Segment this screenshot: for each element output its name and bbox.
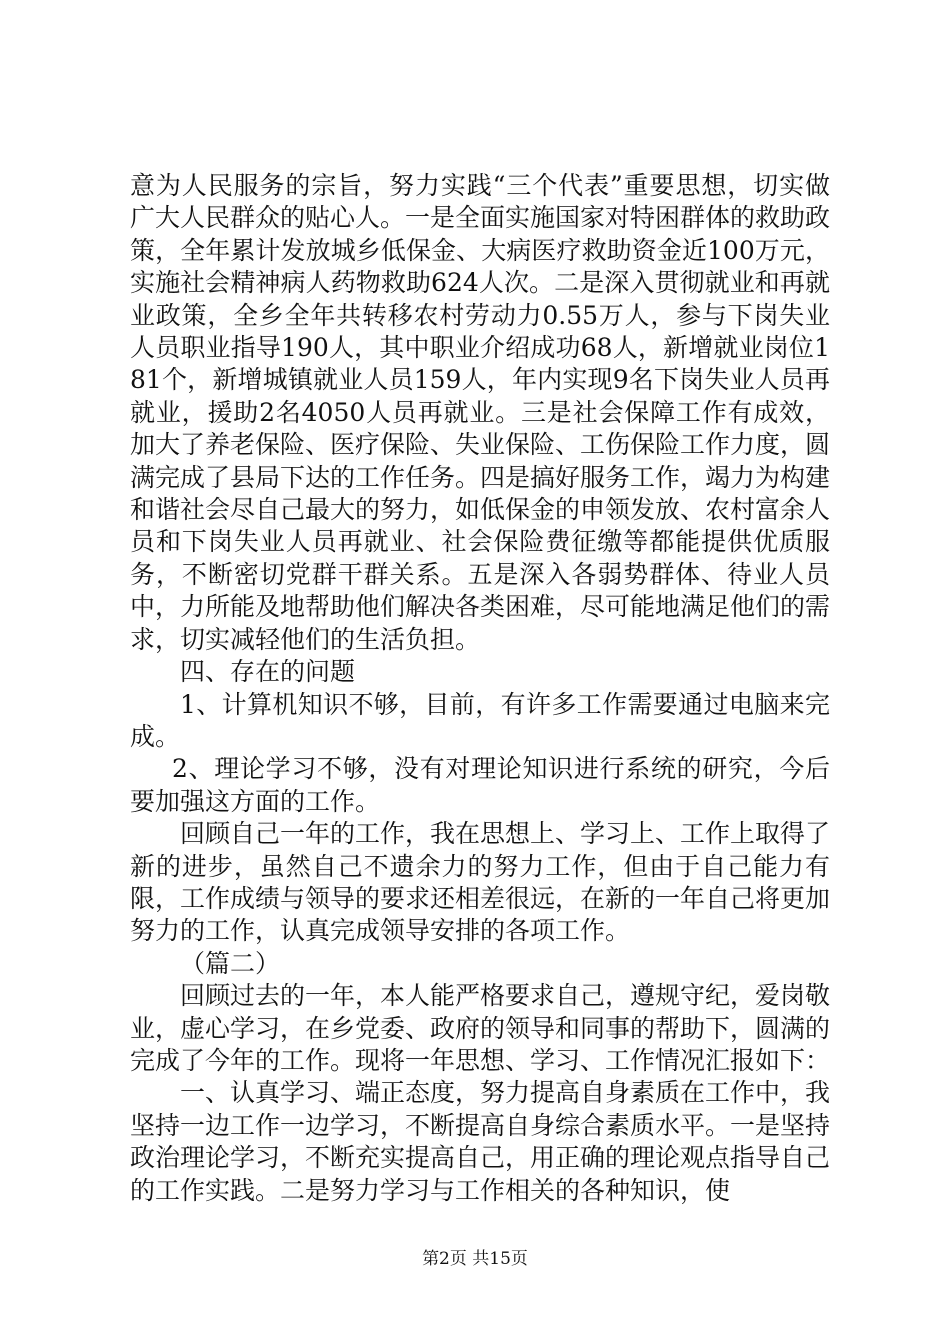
problem-item-theory-study: 2、理论学习不够，没有对理论知识进行系统的研究，今后要加强这方面的工作。 <box>130 754 830 816</box>
page-number-footer: 第2页 共15页 <box>422 1249 528 1269</box>
paragraph-social-security-work: 意为人民服务的宗旨，努力实践“三个代表”重要思想，切实做广大人民群众的贴心人。一是全面实施国家对特困群体的救助政策，全年累计发放城乡低保金、大病医疗救助资金近100万元，实施社会精神病人药物救助624人次。二是深入贯彻就业和再就业政策，全乡全年共转移农村劳动力0.55万人，参与下岗失业人员职业指导190人，其中职业介绍成功68人，新增就业岗位181个，新增城镇就业人员159人，年内实现9名下岗失业人员再就业，援助2名4050人员再就业。三是社会保障工作有成效，加大了养老保险、医疗保险、失业保险、工伤保险工作力度，圆满完成了县局下达的工作任务。四是搞好服务工作，竭力为构建和谐社会尽自己最大的努力，如低保金的申领发放、农村富余人员和下岗失业人员再就业、社会保险费征缴等都能提供优质服务，不断密切党群干群关系。五是深入各弱势群体、待业人员中，力所能及地帮助他们解决各类困难，尽可能地满足他们的需求，切实减轻他们的生活负担。 <box>130 171 831 654</box>
section-title-part-two: （篇二） <box>180 948 281 978</box>
heading-existing-problems: 四、存在的问题 <box>180 657 356 687</box>
document-body <box>130 170 830 1207</box>
problem-item-computer-knowledge: 1、计算机知识不够，目前，有许多工作需要通过电脑来完成。 <box>130 689 830 751</box>
paragraph-part-two-intro: 回顾过去的一年，本人能严格要求自己，遵规守纪，爱岗敬业，虚心学习，在乡党委、政府的领导和同事的帮助下，圆满的完成了今年的工作。现将一年思想、学习、工作情况汇报如下： <box>130 981 831 1075</box>
paragraph-year-review: 回顾自己一年的工作，我在思想上、学习上、工作上取得了新的进步，虽然自己不遗余力的努力工作，但由于自己能力有限，工作成绩与领导的要求还相差很远，在新的一年自己将更加努力的工作，认真完成领导安排的各项工作。 <box>130 819 831 946</box>
paragraph-study-attitude: 一、认真学习、端正态度，努力提高自身素质在工作中，我坚持一边工作一边学习，不断提高自身综合素质水平。一是坚持政治理论学习，不断充实提高自己，用正确的理论观点指导自己的工作实践。二是努力学习与工作相关的各种知识，使 <box>130 1078 831 1205</box>
